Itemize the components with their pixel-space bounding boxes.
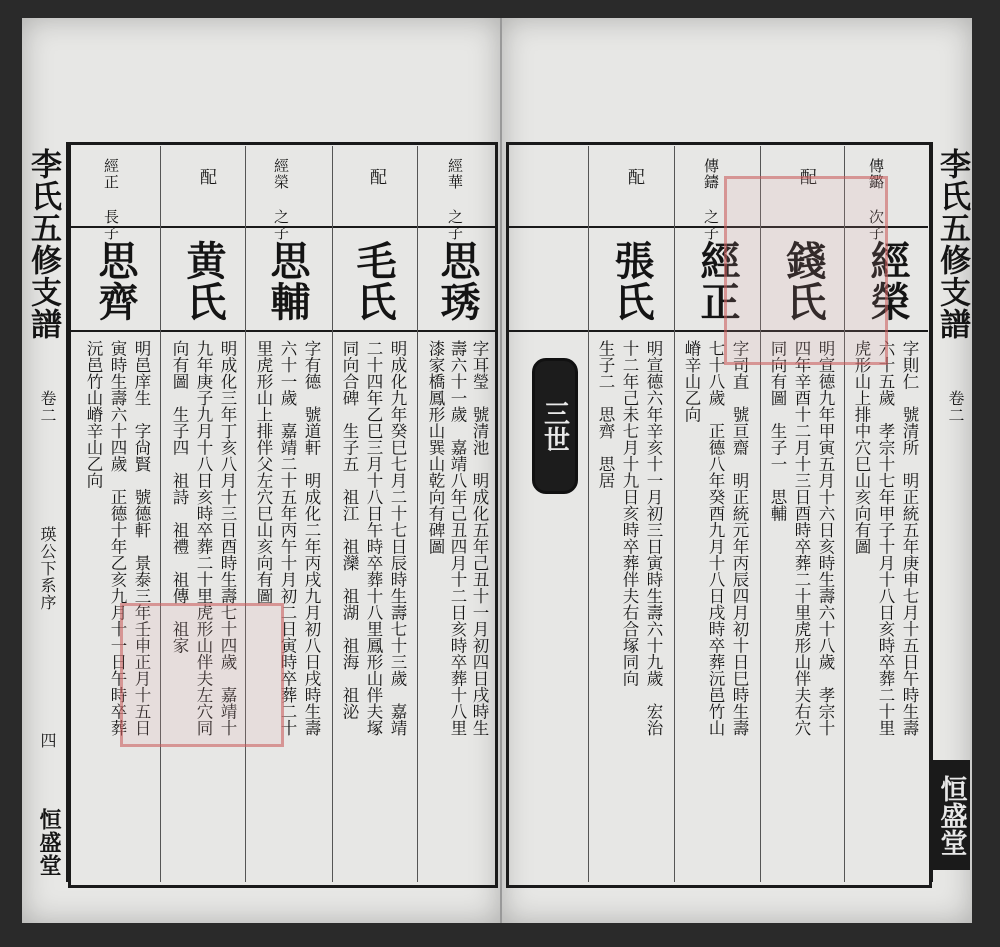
- biography-line: 里虎形山上排伴父左穴巳山亥向有圖: [254, 340, 273, 604]
- left-name-divider: [71, 330, 495, 332]
- biography-line: 字有德 號道軒 明成化二年丙戌九月初八日戌時生壽: [302, 340, 321, 736]
- person-name: 經正: [694, 240, 741, 322]
- relation-label: 配: [366, 168, 386, 186]
- person-name: 張氏: [608, 240, 655, 322]
- biography-line: 字耳瑩 號清池 明成化五年己丑十一月初四日戌時生: [470, 340, 489, 736]
- left-column-divider: [160, 146, 161, 882]
- right-spine-title: 李氏五修支譜: [934, 148, 970, 340]
- person-name: 思琇: [434, 240, 481, 322]
- biography-line: 壽六十一歲 嘉靖八年己丑四月十二日亥時卒葬十八里: [448, 340, 467, 736]
- biography-line: 漆家橋鳳形山巽山乾向有碑圖: [426, 340, 445, 555]
- person-name: 毛氏: [350, 240, 397, 322]
- left-column-divider: [245, 146, 246, 882]
- biography-line: 向有圖 生子四 祖詩 祖禮 祖傳 祖家: [170, 340, 189, 654]
- biography-line: 四年辛酉十二月十三日酉時卒葬二十里虎形山伴夫右穴: [792, 340, 811, 736]
- biography-line: 沅邑竹山嵴辛山乙向: [84, 340, 103, 489]
- biography-line: 七十八歲 正德八年癸酉九月十八日戌時卒葬沅邑竹山: [706, 340, 725, 736]
- relation-label: 經榮 之子: [272, 158, 290, 241]
- left-spine-section: 瑛公下系序: [38, 526, 57, 611]
- left-spine-title: 李氏五修支譜: [25, 148, 61, 340]
- relation-label: 配: [796, 168, 816, 186]
- biography-line: 十二年己未七月十九日亥時卒葬伴夫右合塚同向: [620, 340, 639, 687]
- library-seal-stamp: [724, 176, 888, 365]
- biography-line: 明邑庠生 字尙賢 號德軒 景泰三年壬申正月十五日: [132, 340, 151, 736]
- biography-line: 字則仁 號清所 明正統五年庚申七月十五日午時生壽: [900, 340, 919, 736]
- biography-line: 明宣德九年甲寅五月十六日亥時生壽六十八歲 孝宗十: [816, 340, 835, 736]
- relation-label: 經正 長子: [102, 158, 120, 241]
- biography-line: 生子二 思齊 思居: [596, 340, 615, 489]
- biography-line: 寅時生壽六十四歲 正德十年乙亥九月十一日午時卒葬: [108, 340, 127, 736]
- left-spine-hall: 恒盛堂: [36, 808, 62, 877]
- left-spine-border: [66, 142, 69, 882]
- biography-line: 明宣德六年辛亥十一月初三日寅時生壽六十九歲 宏治: [644, 340, 663, 736]
- biography-line: 明成化九年癸巳七月二十七日辰時生壽七十三歲 嘉靖: [388, 340, 407, 736]
- person-name: 思齊: [92, 240, 139, 322]
- relation-label: 經華 之子: [446, 158, 464, 241]
- biography-line: 字司直 號亘齋 明正統元年丙辰四月初十日巳時生壽: [730, 340, 749, 736]
- generation-label: 三世: [532, 358, 578, 494]
- person-name: 思輔: [264, 240, 311, 322]
- right-spine-hall: 恒盛堂: [932, 760, 970, 870]
- relation-label: 配: [196, 168, 216, 186]
- biography-line: 同向合碑 生子五 祖江 祖灤 祖湖 祖海 祖泌: [340, 340, 359, 720]
- person-name: 黄氏: [180, 240, 227, 322]
- right-page: [502, 18, 972, 923]
- right-column-divider: [674, 146, 675, 882]
- biography-line: 九年庚子九月十八日亥時卒葬二十里虎形山伴夫左穴同: [194, 340, 213, 736]
- person-name: 經榮: [864, 240, 911, 322]
- relation-label: 傳鏴 次子: [867, 158, 885, 241]
- biography-line: 明成化三年丁亥八月十三日酉時生壽七十四歲 嘉靖十: [218, 340, 237, 736]
- left-page: [22, 18, 502, 923]
- relation-label: 配: [624, 168, 644, 186]
- biography-line: 二十四年乙巳三月十八日午時卒葬十八里鳳形山伴夫塚: [364, 340, 383, 736]
- biography-line: 虎形山上排中穴巳山亥向有圖: [852, 340, 871, 555]
- right-column-divider: [588, 146, 589, 882]
- left-column-divider: [417, 146, 418, 882]
- biography-line: 六十一歲 嘉靖二十五年丙午十月初二日寅時卒葬二十: [278, 340, 297, 736]
- library-seal-stamp: [120, 603, 284, 747]
- left-spine-page-number: 四: [38, 732, 57, 749]
- right-spine-volume: 卷二: [946, 390, 965, 424]
- left-column-divider: [332, 146, 333, 882]
- biography-line: 同向有圖 生子一 思輔: [768, 340, 787, 522]
- left-spine-volume: 卷二: [38, 390, 57, 424]
- relation-label: 傳鑄 之子: [702, 158, 720, 241]
- biography-line: 嵴辛山乙向: [682, 340, 701, 423]
- biography-line: 六十五歲 孝宗十七年甲子十月十八日亥時卒葬二十里: [876, 340, 895, 736]
- person-name: 錢氏: [780, 240, 827, 322]
